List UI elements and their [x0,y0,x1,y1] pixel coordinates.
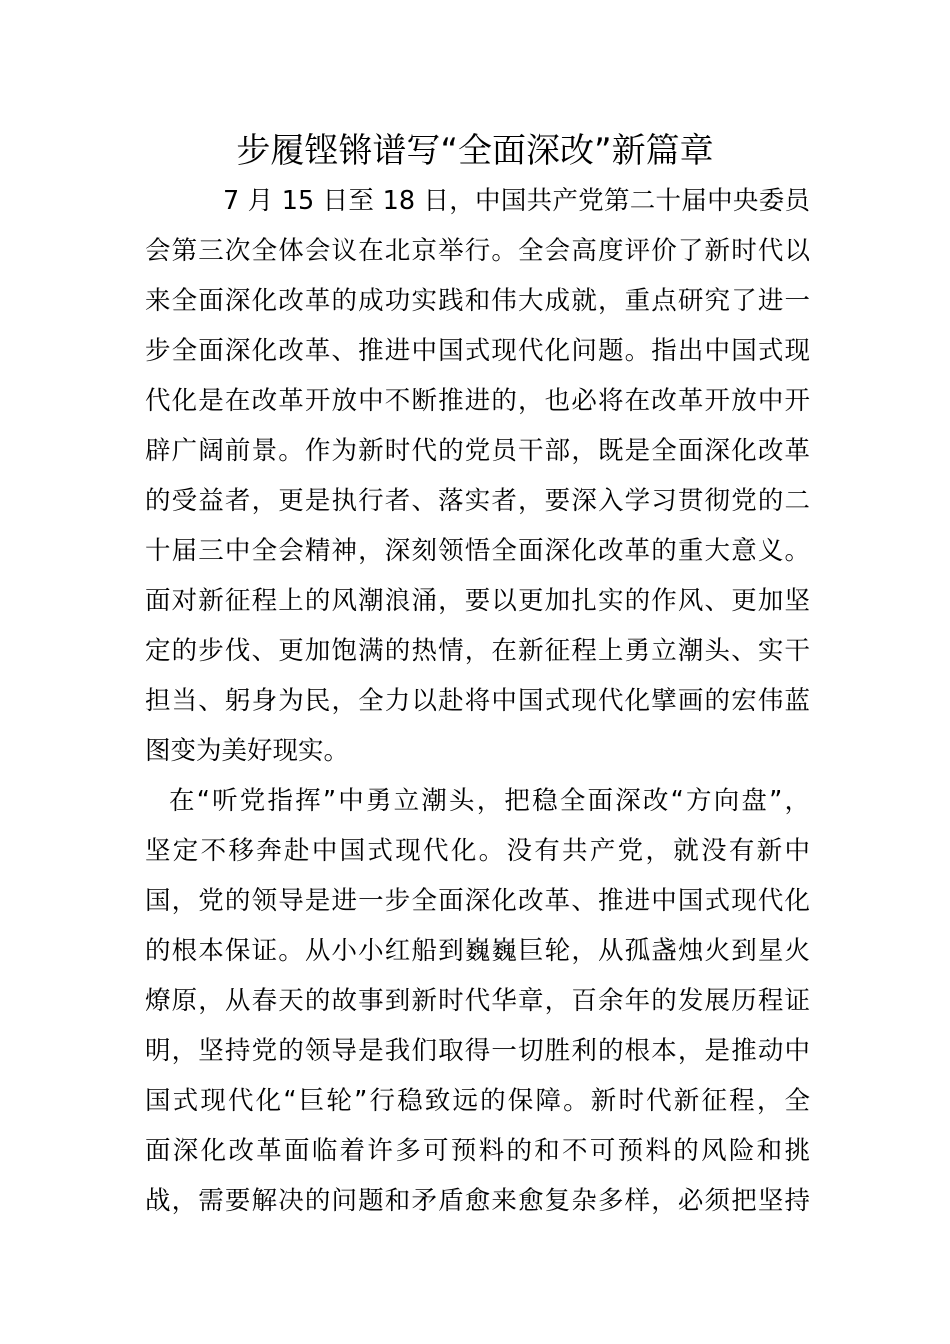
paragraph-line: 国，党的领导是进一步全面深化改革、推进中国式现代化 [145,886,810,916]
paragraph-line: 面深化改革面临着许多可预料的和不可预料的风险和挑 [145,1136,810,1166]
paragraph-line: 来全面深化改革的成功实践和伟大成就，重点研究了进一 [145,286,810,316]
paragraph-line: 坚定不移奔赴中国式现代化。没有共产党，就没有新中 [145,836,810,866]
paragraph-line: 国式现代化“巨轮”行稳致远的保障。新时代新征程，全 [145,1086,810,1116]
paragraph-line: 定的步伐、更加饱满的热情，在新征程上勇立潮头、实干 [145,636,810,666]
paragraph-line: 面对新征程上的风潮浪涌，要以更加扎实的作风、更加坚 [145,586,810,616]
paragraph-2 [145,776,810,1226]
paragraph-line: 明，坚持党的领导是我们取得一切胜利的根本，是推动中 [145,1036,810,1066]
paragraph-line: 会第三次全体会议在北京举行。全会高度评价了新时代以 [145,236,810,266]
document-body [145,176,810,1226]
paragraph-1 [145,176,810,776]
paragraph-line: 的根本保证。从小小红船到巍巍巨轮，从孤盏烛火到星火 [145,936,810,966]
paragraph-line: 燎原，从春天的故事到新时代华章，百余年的发展历程证 [145,986,810,1016]
paragraph-line: 在“听党指挥”中勇立潮头，把稳全面深改“方向盘”， [169,786,810,816]
paragraph-line: 图变为美好现实。 [145,736,350,766]
paragraph-line: 步全面深化改革、推进中国式现代化问题。指出中国式现 [145,336,810,366]
paragraph-line: 7 月 15 日至 18 日，中国共产党第二十届中央委员 [223,186,810,216]
paragraph-line: 的受益者，更是执行者、落实者，要深入学习贯彻党的二 [145,486,810,516]
paragraph-line: 战，需要解决的问题和矛盾愈来愈复杂多样，必须把坚持 [145,1186,810,1216]
paragraph-line: 辟广阔前景。作为新时代的党员干部，既是全面深化改革 [145,436,810,466]
paragraph-line: 十届三中全会精神，深刻领悟全面深化改革的重大意义。 [145,536,810,566]
paragraph-line: 代化是在改革开放中不断推进的，也必将在改革开放中开 [145,386,810,416]
document-title: 步履铿锵谱写“全面深改”新篇章 [236,131,714,171]
paragraph-line: 担当、躬身为民，全力以赴将中国式现代化擘画的宏伟蓝 [145,686,810,716]
